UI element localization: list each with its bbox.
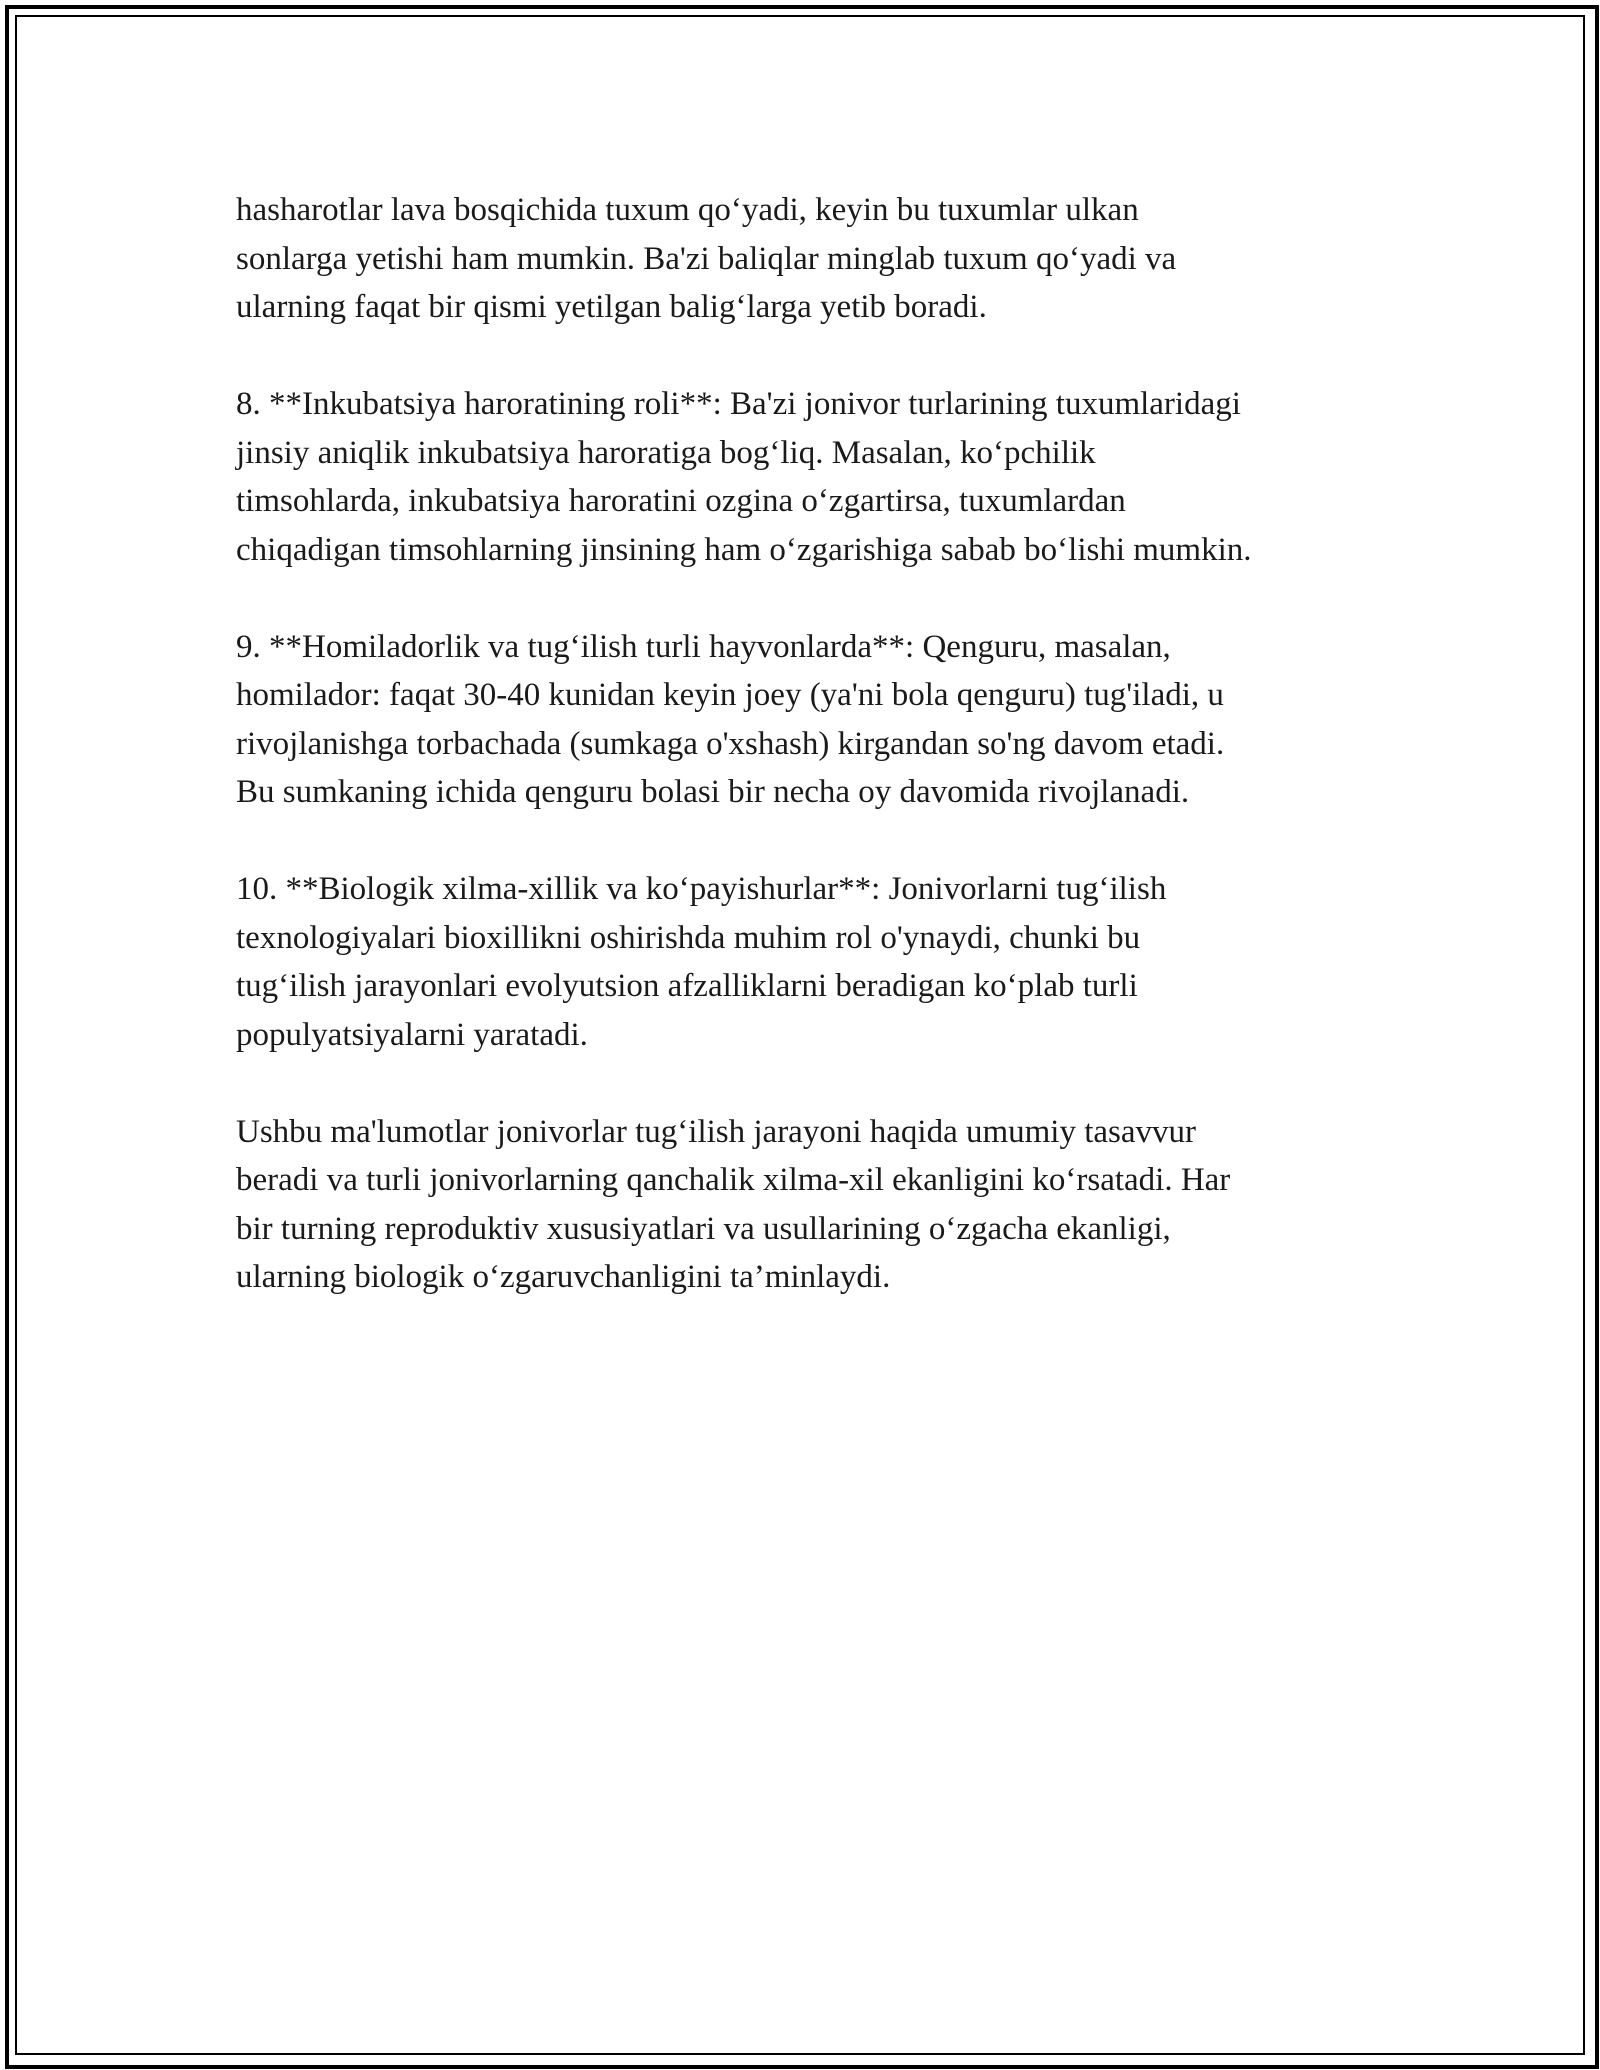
- text-line: sonlarga yetishi ham mumkin. Ba'zi baliqlar minglab tuxum qo‘yadi va: [236, 240, 1177, 277]
- text-line: jinsiy aniqlik inkubatsiya haroratiga bog‘liq. Masalan, ko‘pchilik: [236, 434, 1096, 471]
- paragraph-item-9: [236, 623, 1386, 817]
- text-line: Ushbu ma'lumotlar jonivorlar tug‘ilish jarayoni haqida umumiy tasavvur: [236, 1113, 1197, 1150]
- text-line: chiqadigan timsohlarning jinsining ham o‘zgarishiga sabab bo‘lishi mumkin.: [236, 531, 1252, 568]
- document-body: [236, 186, 1386, 1350]
- text-line: 8. **Inkubatsiya haroratining roli**: Ba'zi jonivor turlarining tuxumlaridagi: [236, 386, 1241, 422]
- text-line: beradi va turli jonivorlarning qanchalik xilma-xil ekanligini ko‘rsatadi. Har: [236, 1162, 1231, 1198]
- text-line: tug‘ilish jarayonlari evolyutsion afzalliklarni beradigan ko‘plab turli: [236, 968, 1138, 1004]
- text-line: 9. **Homiladorlik va tug‘ilish turli hayvonlarda**: Qenguru, masalan,: [236, 628, 1171, 665]
- text-line: texnologiyalari bioxillikni oshirishda muhim rol o'ynaydi, chunki bu: [236, 919, 1141, 956]
- paragraph-item-8: [236, 380, 1386, 574]
- text-line: bir turning reproduktiv xususiyatlari va usullarining o‘zgacha ekanligi,: [236, 1210, 1171, 1247]
- text-line: populyatsiyalarni yaratadi.: [236, 1016, 588, 1053]
- text-line: 10. **Biologik xilma-xillik va ko‘payishurlar**: Jonivorlarni tug‘ilish: [236, 871, 1167, 907]
- text-line: rivojlanishga torbachada (sumkaga o'xshash) kirgandan so'ng davom etadi.: [236, 725, 1225, 762]
- paragraph-conclusion: [236, 1108, 1386, 1302]
- text-line: homilador: faqat 30-40 kunidan keyin joey (ya'ni bola qenguru) tug'iladi, u: [236, 677, 1224, 713]
- text-line: timsohlarda, inkubatsiya haroratini ozgina o‘zgartirsa, tuxumlardan: [236, 483, 1126, 519]
- paragraph-continuation: [236, 186, 1386, 332]
- paragraph-item-10: [236, 865, 1386, 1059]
- text-line: hasharotlar lava bosqichida tuxum qo‘yadi, keyin bu tuxumlar ulkan: [236, 192, 1139, 228]
- text-line: ularning faqat bir qismi yetilgan balig‘larga yetib boradi.: [236, 289, 987, 325]
- text-line: ularning biologik o‘zgaruvchanligini ta’minlaydi.: [236, 1259, 891, 1295]
- text-line: Bu sumkaning ichida qenguru bolasi bir necha oy davomida rivojlanadi.: [236, 774, 1190, 810]
